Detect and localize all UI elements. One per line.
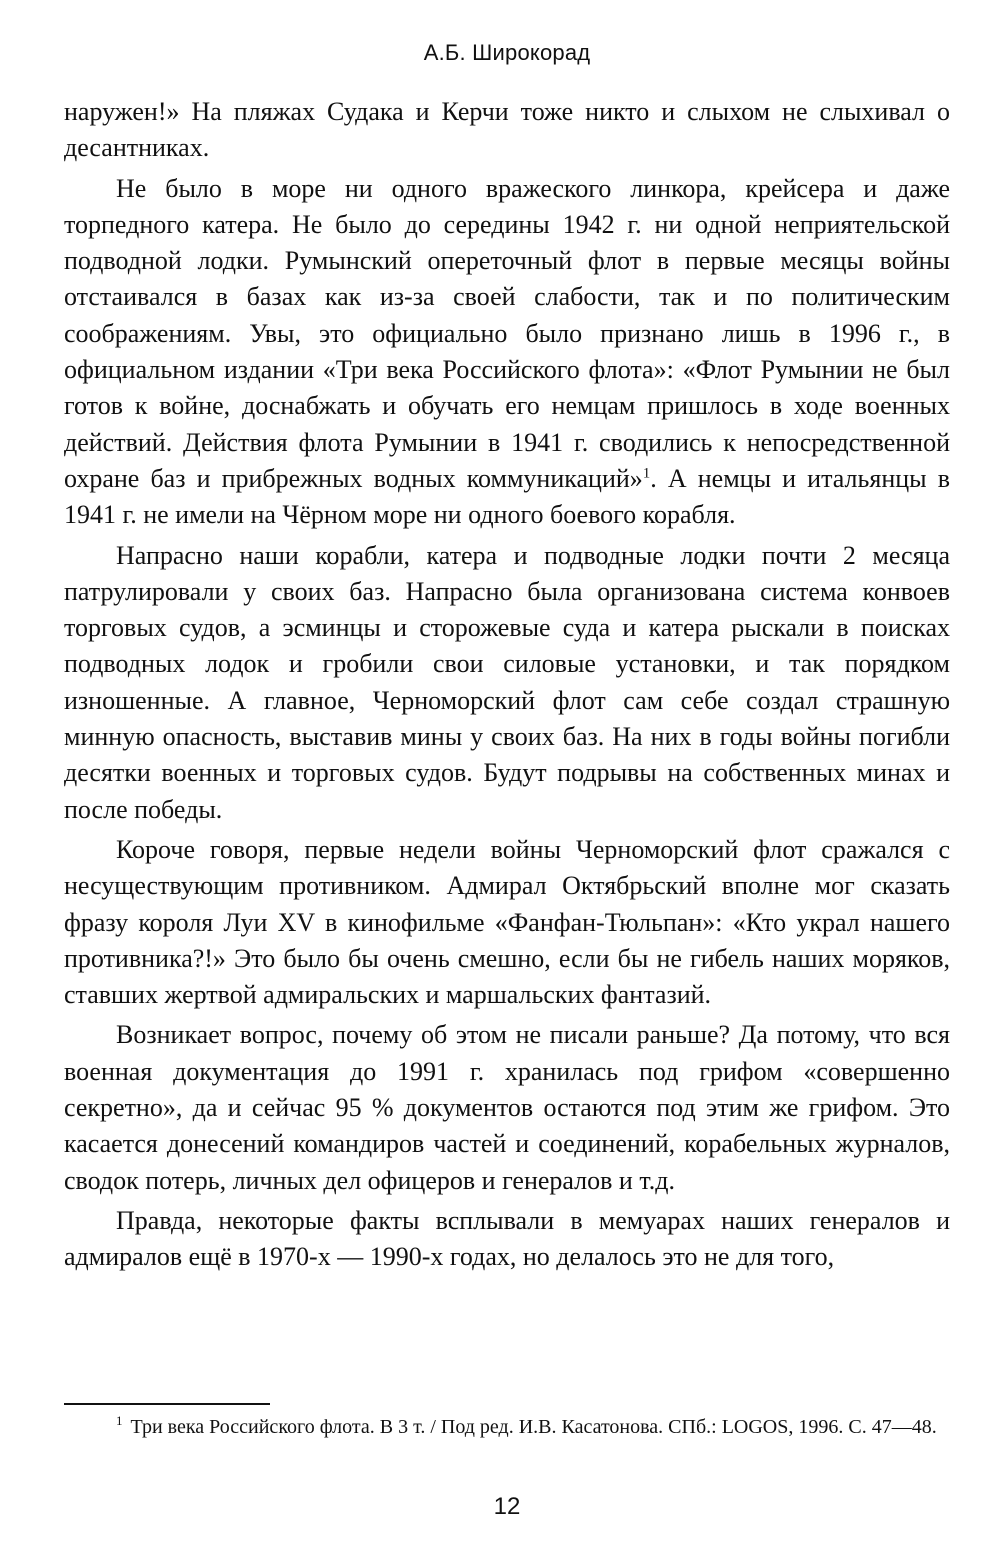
paragraph-6: Правда, некоторые факты всплывали в мемуарах наших генералов и адмиралов ещё в 1970-х — 1990-х годах, но делалось это не для того, — [64, 1205, 950, 1272]
main-text — [64, 94, 950, 1276]
book-page — [64, 0, 950, 1556]
paragraph-4: Короче говоря, первые недели войны Черноморский флот сражался с несуществующим противником. Адмирал Октябрьский вполне мог сказать фразу короля Луи XV в кинофильме «Фанфан-Тюльпан»: «Кто украл нашего противника?!» Это было бы очень смешно, если бы не гибель наших моряков, ставших жертвой адмиральских и маршальских фантазий. — [64, 834, 950, 1010]
running-head-author: А.Б. Широкорад — [423, 40, 591, 65]
page-number: 12 — [493, 1493, 521, 1520]
paragraph-5: Возникает вопрос, почему об этом не писали раньше? Да потому, что вся военная документация до 1991 г. хранилась под грифом «совершенно секретно», да и сейчас 95 % документов остаются под этим же грифом. Это касается донесений командиров частей и соединений, корабельных журналов, сводок потерь, личных дел офицеров и генералов и т.д. — [64, 1020, 950, 1195]
paragraph-2-text: Не было в море ни одного вражеского линкора, крейсера и даже торпедного катера. Не было до середины 1942 г. ни одной неприятельской подводной лодки. Румынский опереточный флот в первые месяцы войны отстаивался в базах как из-за своей слабости, так и по политическим соображениям. Увы, это официально было признано лишь в 1996 г., в официальном издании «Три века Российского флота»: «Флот Румынии не был готов к войне, доснабжать и обучать его немцам пришлось в ходе военных действий. Действия флота Румынии в 1941 г. сводились к непосредственной охране баз и прибрежных водных коммуникаций» — [64, 173, 950, 493]
paragraph-1: наружен!» На пляжах Судака и Керчи тоже никто и слыхом не слыхивал о десантниках. — [64, 97, 950, 163]
footnote — [64, 1412, 950, 1442]
footnote-number: 1 — [116, 1413, 123, 1429]
paragraph-3: Напрасно наши корабли, катера и подводные лодки почти 2 месяца патрулировали у своих баз. Напрасно была организована система конвоев торговых судов, а эсминцы и сторожевые суда и катера рыскали в поисках подводных лодок и гробили свои силовые установки, и так порядком изношенные. А главное, Черноморский флот сам себе создал страшную минную опасность, выставив мины у своих баз. На них в годы войны погибли десятки военных и торговых судов. Будут подрывы на собственных минах и после победы. — [64, 540, 950, 824]
footnote-separator — [64, 1403, 270, 1405]
footnote-text: Три века Российского флота. В 3 т. / Под ред. И.В. Касатонова. СПб.: LOGOS, 1996. С. 47—48. — [130, 1416, 937, 1438]
paragraph-2-text-continued: . А немцы и итальянцы в 1941 г. не имели на Чёрном море ни одного боевого корабля. — [64, 463, 950, 530]
paragraph-2 — [64, 171, 950, 534]
footnote-reference[interactable]: 1 — [642, 465, 651, 482]
